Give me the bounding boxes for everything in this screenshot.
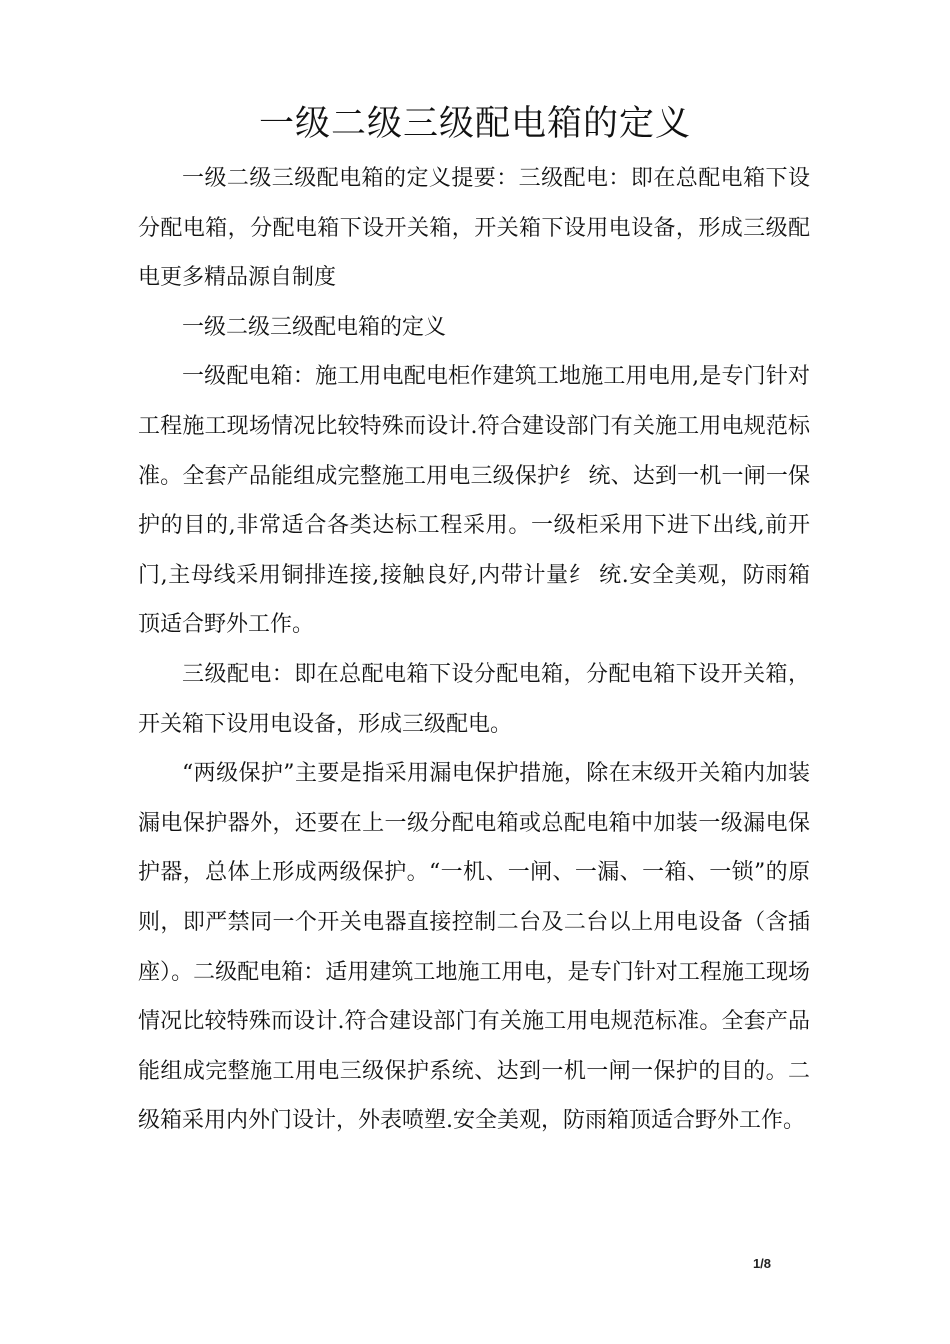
page-number: 1/8 xyxy=(752,1256,772,1271)
paragraph-two-level-protection: “两级保护”主要是指采用漏电保护措施，除在末级开关箱内加装漏电保护器外，还要在上一级分配电箱或总配电箱中加装一级漏电保护器，总体上形成两级保护。“一机、一闸、一漏、一箱、一锁”的原则，即严禁同一个开关电器直接控制二台及二台以上用电设备（含插座）。二级配电箱：适用建筑工地施工用电，是专门针对工程施工现场情况比较特殊而设计.符合建设部门有关施工用电规范标准。全套产品能组成完整施工用电三级保护系统、达到一机一闸一保护的目的。二级箱采用内外门设计，外表喷塑.安全美观，防雨箱顶适合野外工作。 xyxy=(138,761,810,1134)
paragraph-summary: 一级二级三级配电箱的定义提要：三级配电：即在总配电箱下设分配电箱，分配电箱下设开关箱，开关箱下设用电设备，形成三级配电更多精品源自制度 xyxy=(138,166,810,291)
document-title: 一级二级三级配电箱的定义 xyxy=(258,104,691,144)
paragraph-three-level-distribution: 三级配电：即在总配电箱下设分配电箱，分配电箱下设开关箱，开关箱下设用电设备，形成三级配电。 xyxy=(138,661,810,737)
paragraph-subheading: 一级二级三级配电箱的定义 xyxy=(182,314,447,340)
paragraph-level-one-box: 一级配电箱：施工用电配电柜作建筑工地施工用电用,是专门针对工程施工现场情况比较特殊而设计.符合建设部门有关施工用电规范标准。全套产品能组成完整施工用电三级保护纟 统、达到一机一闸一保护的目的,非常适合各类达标工程采用。一级柜采用下进下出线,前开门,主母线采用铜排连接,接触良好,内带计量纟 统.安全美观，防雨箱顶适合野外工作。 xyxy=(138,364,810,638)
document-body xyxy=(138,154,810,1146)
